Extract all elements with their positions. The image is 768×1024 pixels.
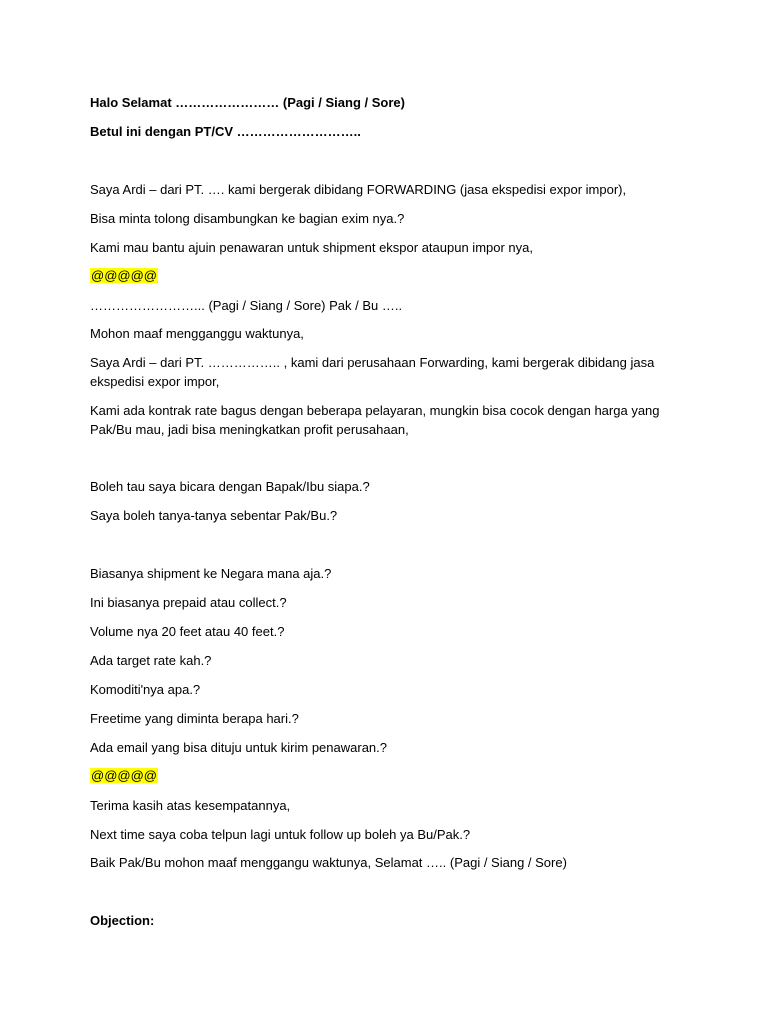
highlight-marker: @@@@@ (91, 268, 157, 283)
question-target: Ada target rate kah.? (90, 653, 212, 668)
question-volume: Volume nya 20 feet atau 40 feet.? (90, 624, 285, 639)
closing-line: Baik Pak/Bu mohon maaf menggangu waktunya, Selamat ….. (Pagi / Siang / Sore) (90, 855, 567, 870)
ask-name-line: Boleh tau saya bicara dengan Bapak/Ibu siapa.? (90, 479, 370, 494)
thanks-line: Terima kasih atas kesempatannya, (90, 798, 291, 813)
marker-line-1 (90, 266, 690, 285)
question-country: Biasanya shipment ke Negara mana aja.? (90, 566, 332, 581)
request-transfer-line: Bisa minta tolong disambungkan ke bagian exim nya.? (90, 211, 405, 226)
highlight-marker: @@@@@ (91, 768, 157, 783)
contract-rate-paragraph: Kami ada kontrak rate bagus dengan beberapa pelayaran, mungkin bisa cocok dengan harga yang Pak/Bu mau, jadi bisa meningkatkan profit perusahaan, (90, 403, 660, 437)
question-freetime: Freetime yang diminta berapa hari.? (90, 711, 299, 726)
objection-heading: Objection: (90, 913, 155, 928)
offer-help-line: Kami mau bantu ajuin penawaran untuk shipment ekspor ataupun impor nya, (90, 240, 533, 255)
ask-time-line: Saya boleh tanya-tanya sebentar Pak/Bu.? (90, 508, 338, 523)
apology-line: Mohon maaf mengganggu waktunya, (90, 326, 304, 341)
greeting-2-line: ……………………... (Pagi / Siang / Sore) Pak / Bu ….. (90, 298, 403, 313)
greeting-line: Halo Selamat …………………… (Pagi / Siang / Sore) (90, 95, 405, 110)
question-prepaid: Ini biasanya prepaid atau collect.? (90, 595, 287, 610)
intro-2-paragraph: Saya Ardi – dari PT. …………….. , kami dari perusahaan Forwarding, kami bergerak dibidang jasa ekspedisi expor impor, (90, 355, 655, 389)
intro-line: Saya Ardi – dari PT. …. kami bergerak dibidang FORWARDING (jasa ekspedisi expor impor), (90, 182, 627, 197)
confirm-company-line: Betul ini dengan PT/CV ……………………….. (90, 124, 361, 139)
question-email: Ada email yang bisa dituju untuk kirim penawaran.? (90, 740, 388, 755)
marker-line-2 (90, 766, 690, 785)
next-time-line: Next time saya coba telpun lagi untuk follow up boleh ya Bu/Pak.? (90, 827, 471, 842)
question-commodity: Komoditi'nya apa.? (90, 682, 201, 697)
